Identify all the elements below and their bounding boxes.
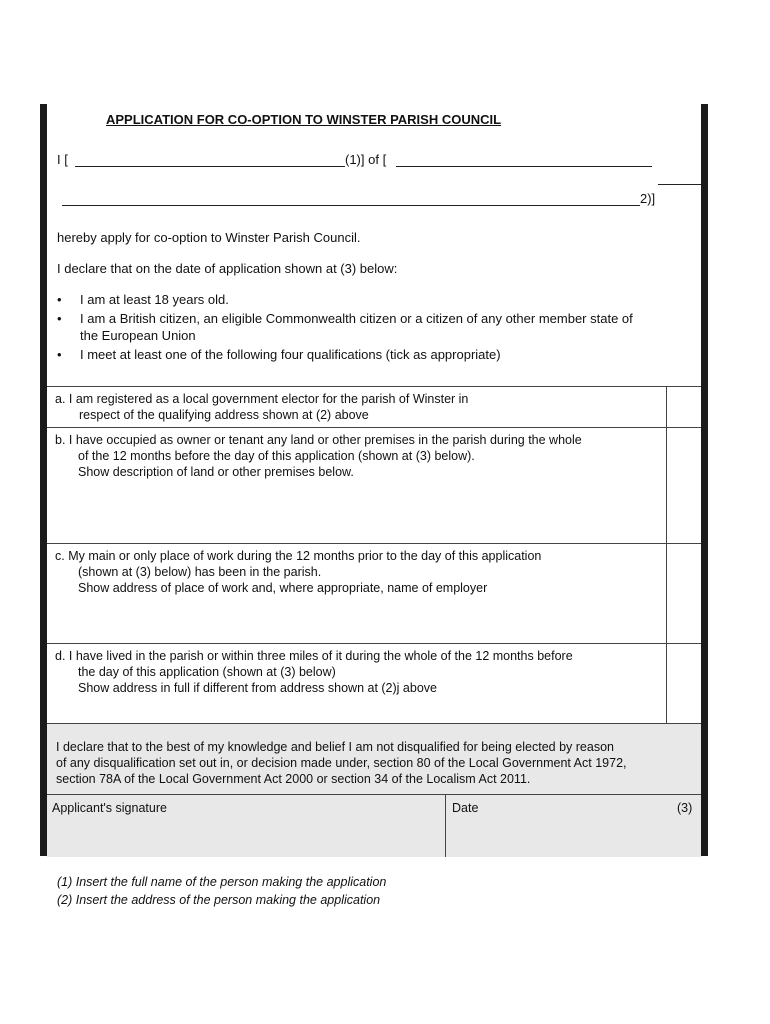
qualification-d-row — [47, 643, 701, 724]
qual-d-line3: Show address in full if different from address shown at (2)j above — [78, 681, 437, 695]
bullet-age: I am at least 18 years old. — [80, 292, 229, 307]
qual-c-line1: c. My main or only place of work during the 12 months prior to the day of this application — [55, 549, 542, 563]
name-field[interactable] — [75, 166, 345, 167]
qual-c-line3: Show address of place of work and, where appropriate, name of employer — [78, 581, 488, 595]
address-field-line1[interactable] — [396, 166, 652, 167]
qualification-c-row — [47, 543, 701, 644]
date-label: Date — [452, 801, 479, 815]
qualification-b-tickbox[interactable] — [666, 428, 701, 544]
qual-b-line3: Show description of land or other premises below. — [78, 465, 354, 479]
bullet-qualifications: I meet at least one of the following four qualifications (tick as appropriate) — [80, 347, 501, 362]
left-border-bar — [40, 104, 47, 856]
address-suffix: 2)] — [640, 191, 656, 206]
name-suffix: (1)] of [ — [345, 152, 387, 167]
name-prefix: I [ — [57, 152, 68, 167]
qualification-a-row — [47, 386, 701, 428]
signature-label: Applicant's signature — [52, 801, 167, 815]
bullet-dot: • — [57, 311, 62, 326]
signature-row — [47, 794, 701, 857]
qual-b-line2: of the 12 months before the day of this application (shown at (3) below). — [78, 449, 475, 463]
bullet-dot: • — [57, 347, 62, 362]
bullet-dot: • — [57, 292, 62, 307]
date-ref: (3) — [677, 801, 693, 815]
qual-c-line2: (shown at (3) below) has been in the parish. — [78, 565, 322, 579]
qualification-a-tickbox[interactable] — [666, 387, 701, 428]
qualification-d-tickbox[interactable] — [666, 644, 701, 724]
declare-intro: I declare that on the date of application shown at (3) below: — [57, 261, 398, 276]
bullet-citizen: I am a British citizen, an eligible Commonwealth citizen or a citizen of any other member state of — [80, 311, 633, 326]
qual-b-line1: b. I have occupied as owner or tenant any land or other premises in the parish during the whole — [55, 433, 582, 447]
declaration-line2: of any disqualification set out in, or decision made under, section 80 of the Local Government Act 1972, — [56, 756, 627, 770]
form-title: APPLICATION FOR CO-OPTION TO WINSTER PARISH COUNCIL — [106, 112, 502, 127]
hereby-text: hereby apply for co-option to Winster Parish Council. — [57, 230, 361, 245]
declaration-line1: I declare that to the best of my knowledge and belief I am not disqualified for being elected by reason — [56, 740, 614, 754]
right-border-bar — [701, 104, 708, 856]
bullet-citizen-cont: the European Union — [80, 328, 196, 343]
signature-field[interactable] — [47, 795, 445, 857]
qualification-c-tickbox[interactable] — [666, 544, 701, 644]
footnote-2: (2) Insert the address of the person making the application — [57, 893, 381, 907]
declaration-line3: section 78A of the Local Government Act 2000 or section 34 of the Localism Act 2011. — [56, 772, 531, 786]
footnote-1: (1) Insert the full name of the person making the application — [57, 875, 387, 889]
date-field[interactable] — [446, 817, 701, 857]
qual-a-line2: respect of the qualifying address shown at (2) above — [79, 408, 369, 422]
qual-d-line2: the day of this application (shown at (3) below) — [78, 665, 336, 679]
qual-a-line1: a. I am registered as a local government elector for the parish of Winster in — [55, 392, 469, 406]
address-field-line2[interactable] — [62, 205, 640, 206]
qualification-b-row — [47, 427, 701, 544]
qual-d-line1: d. I have lived in the parish or within three miles of it during the whole of the 12 months before — [55, 649, 573, 663]
address-field-line1-cont[interactable] — [658, 184, 701, 185]
declaration-box — [47, 723, 701, 795]
